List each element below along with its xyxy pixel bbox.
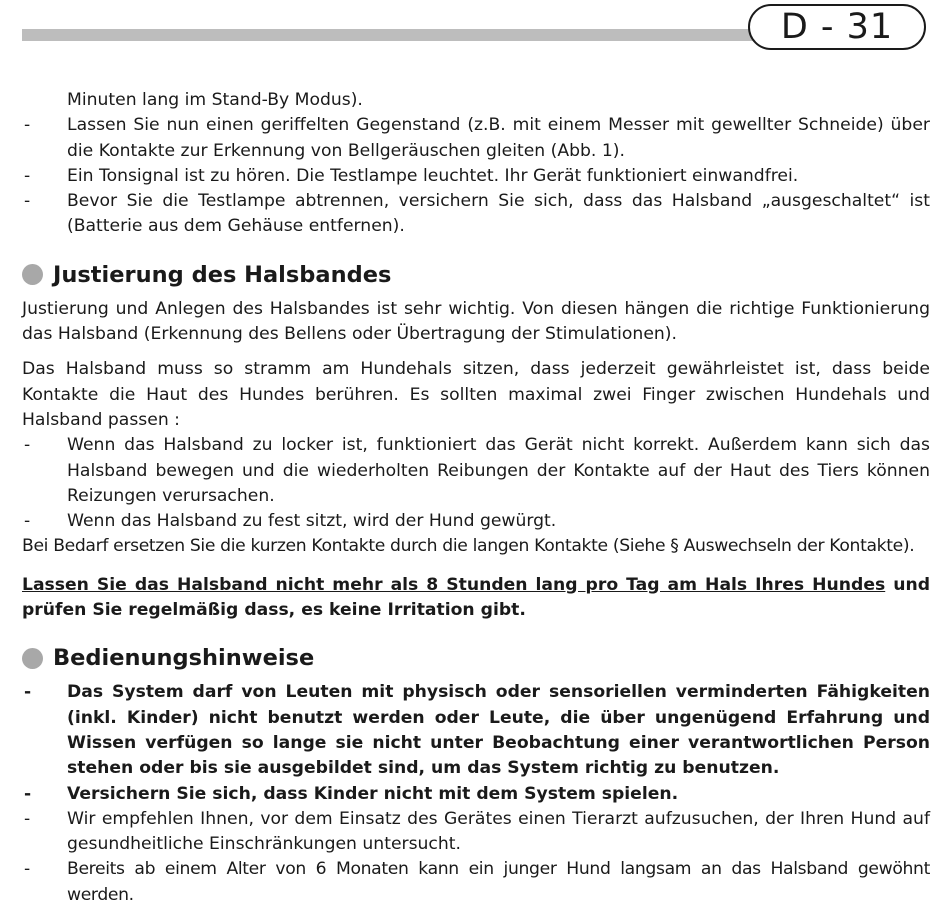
list-item [22, 807, 930, 858]
bold-list-item-text: Versichern Sie sich, dass Kinder nicht mit dem System spielen. [67, 783, 679, 804]
section-heading-bedienungshinweise [22, 643, 930, 673]
warning-rest-text: und prüfen Sie regelmäßig dass, es keine Irritation gibt. [22, 574, 930, 621]
dash-marker: - [24, 682, 32, 703]
warning-paragraph [22, 573, 930, 624]
list-item [22, 857, 930, 908]
dash-marker: - [24, 511, 31, 532]
dash-marker: - [24, 859, 30, 880]
dash-marker: - [24, 435, 31, 456]
intro-list-item [22, 189, 930, 240]
bold-list-item [22, 782, 930, 807]
page-content [22, 88, 930, 908]
section-heading-text: Justierung des Halsbandes [53, 261, 392, 288]
intro-list-item-text: Lassen Sie nun einen geriffelten Gegenstand (z.B. mit einem Messer mit gewellter Schneide) über die Kontakte zur Erkennung von Bellgeräuschen gleiten (Abb. 1). [67, 115, 930, 161]
list-item-text: Wenn das Halsband zu locker ist, funktioniert das Gerät nicht korrekt. Außerdem kann sich das Halsband bewegen und die wiederholten Reibungen der Kontakte auf der Haut des Tiers können Reizungen verursachen. [67, 435, 930, 506]
dash-marker: - [24, 783, 32, 804]
intro-list-item [22, 113, 930, 164]
section-heading-justierung [22, 260, 930, 290]
dash-marker: - [24, 808, 31, 829]
list-item-text: Bereits ab einem Alter von 6 Monaten kann ein junger Hund langsam an das Halsband gewöhnt werden. [67, 859, 930, 905]
intro-list-item [22, 164, 930, 189]
bullet-dot-icon [22, 648, 43, 669]
bold-list-item-text: Das System darf von Leuten mit physisch oder sensoriellen verminderten Fähigkeiten (inkl. Kinder) nicht benutzt werden oder Leute, die über ungenügend Erfahrung und Wissen verfügen so lange sie nicht unter Beobachtung einer verantwortlichen Person stehen oder bis sie ausgebildet sind, um das System richtig zu benutzen. [67, 682, 930, 779]
intro-list-item-text: Bevor Sie die Testlampe abtrennen, versichern Sie sich, dass das Halsband „ausgeschaltet“ ist (Batterie aus dem Gehäuse entfernen). [67, 191, 930, 237]
dash-marker: - [24, 115, 31, 136]
dash-marker: - [24, 191, 31, 212]
paragraph: Justierung und Anlegen des Halsbandes ist sehr wichtig. Von diesen hängen die richtige Funktionierung das Halsband (Erkennung des Bellens oder Übertragung der Stimulationen). [22, 298, 930, 345]
list-item [22, 433, 930, 509]
list-item-text: Wir empfehlen Ihnen, vor dem Einsatz des Gerätes einen Tierarzt aufzusuchen, der Ihren Hund auf gesundheitliche Einschränkungen untersucht. [67, 808, 930, 855]
header-bar [22, 29, 757, 41]
dash-marker: - [24, 165, 31, 186]
note-paragraph: Bei Bedarf ersetzen Sie die kurzen Kontakte durch die langen Kontakte (Siehe § Auswechseln der Kontakte). [22, 536, 915, 557]
list-item-text: Wenn das Halsband zu fest sitzt, wird der Hund gewürgt. [67, 511, 557, 532]
list-item [22, 509, 930, 534]
page-number-badge: D - 31 [748, 4, 926, 50]
intro-continuation: Minuten lang im Stand-By Modus). [67, 90, 363, 110]
intro-list-item-text: Ein Tonsignal ist zu hören. Die Testlampe leuchtet. Ihr Gerät funktioniert einwandfrei. [67, 165, 799, 186]
bullet-dot-icon [22, 264, 43, 285]
bold-list-item [22, 680, 930, 781]
section-heading-text: Bedienungshinweise [53, 645, 315, 672]
paragraph: Das Halsband muss so stramm am Hundehals sitzen, dass jederzeit gewährleistet ist, dass beide Kontakte die Haut des Hundes berühren. Es sollten maximal zwei Finger zwischen Hundehals und Halsband passen : [22, 359, 930, 430]
warning-underlined-text: Lassen Sie das Halsband nicht mehr als 8 Stunden lang pro Tag am Hals Ihres Hundes [22, 574, 886, 595]
